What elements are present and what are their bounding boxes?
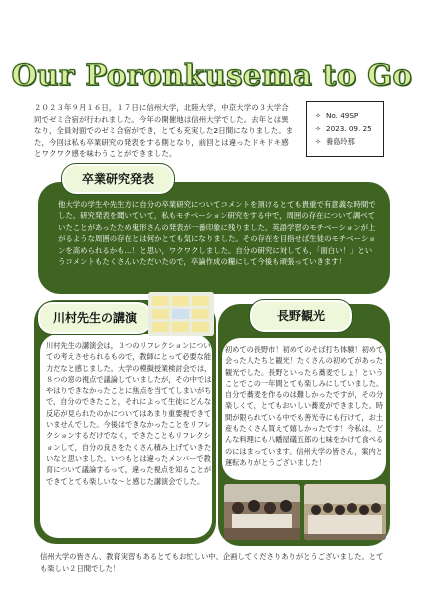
- issue-date: ✧ 2023. 09. 25: [315, 124, 372, 133]
- closing-message: 信州大学の皆さん、教育実習もあるとてもお忙しい中、企画してくださりありがとうございました。とても楽しい２日間でした！: [40, 552, 384, 573]
- intro-paragraph: ２０２３年９月１６日，１７日に信州大学，北陸大学，中京大学の３大学合同でゼミ合宿が行われました。今年の開催地は信州大学でした。去年とは異なり，全員対面でのゼミ合宿ができ，とても充実した2日間になりました。また，今回は私も卒業研究の発表をする側となり，前回とは違ったドキドキ感とワクワク感を味わうことができました。: [34, 103, 294, 159]
- page-title: Our Poronkusema to Go: [11, 58, 413, 92]
- graduation-heading: 卒業研究発表: [62, 164, 174, 194]
- group-photo: [304, 484, 386, 540]
- issue-number: ✧ No. 49SP: [315, 111, 359, 120]
- soba-making-photo: [224, 484, 300, 540]
- lecture-heading: 川村先生の講演: [38, 302, 152, 334]
- nagano-heading: 長野観光: [250, 300, 352, 332]
- diamond-icon: ✧: [315, 137, 322, 146]
- graduation-body: 他大学の学生や先生方に自分の卒業研究についてコメントを頂けるとても貴重で有意義な時間でした。研究発表を聞いていて，私もモチベーション研究をする中で，周囲の存在について調べていたことがあったため鬼形さんの発表が一番印象に残りました。英語学習のモチベーションが上がるような周囲の存在とは何かとても気になりました。その存在を目指せば生徒のモチベーションを高められるかも…！と思い，ワクワクしました。自分の研究に対しても，「面白い！」というコメントもたくさんいただいたので，卒論作成の糧にして今後も頑張っていきます！: [58, 200, 376, 267]
- lecture-slide-photo: [148, 292, 214, 336]
- diamond-icon: ✧: [315, 111, 322, 120]
- nagano-body: 初めての長野市！初めてのそば打ち体験！初めて会った人たちと観光！たくさんの初めてがあった観光でした。長野といったら蕎麦でしょ！ということでこの一年間とても楽しみにしていました。自分で蕎麦を作るのは難しかったですが，その分楽しくて，とてもおいしい蕎麦ができました。時間が限られている中でも善光寺にも行けて，お土産もたくさん買えて嬉しかったです！今私は，どんな料理にも八幡屋礒五郎の七味をかけて食べるのにはまっています。信州大学の皆さん，案内と運転ありがとうございました！: [225, 345, 384, 467]
- lecture-body: 川村先生の講演会は，３つのリフレクションについての考えさせられるもので，教師にとって必要な能力だなと感じました。大学の模擬授業検討会では，８つの窓の視点で議論していましたが，その中ではやはりできなかったことに焦点を当ててしまいがちで，自分のできたこと，それによって生徒にどんな反応が見られたのかについてはあまり重要視できていませんでした。今後はできなかったことをリフレクションするだけでなく，できたこともリフレクションして，自分の良さをたくさん積み上げていきたいなと思いました。いつもとは違ったメンバーで教育について議論するって，違った視点を知ることができてとても楽しいな～と感じた講演会でした。: [46, 341, 212, 486]
- issue-info-box: [306, 101, 384, 157]
- issue-author: ✧ 養島玲那: [315, 137, 355, 146]
- slide-board-image: [148, 292, 214, 336]
- diamond-icon: ✧: [315, 124, 322, 133]
